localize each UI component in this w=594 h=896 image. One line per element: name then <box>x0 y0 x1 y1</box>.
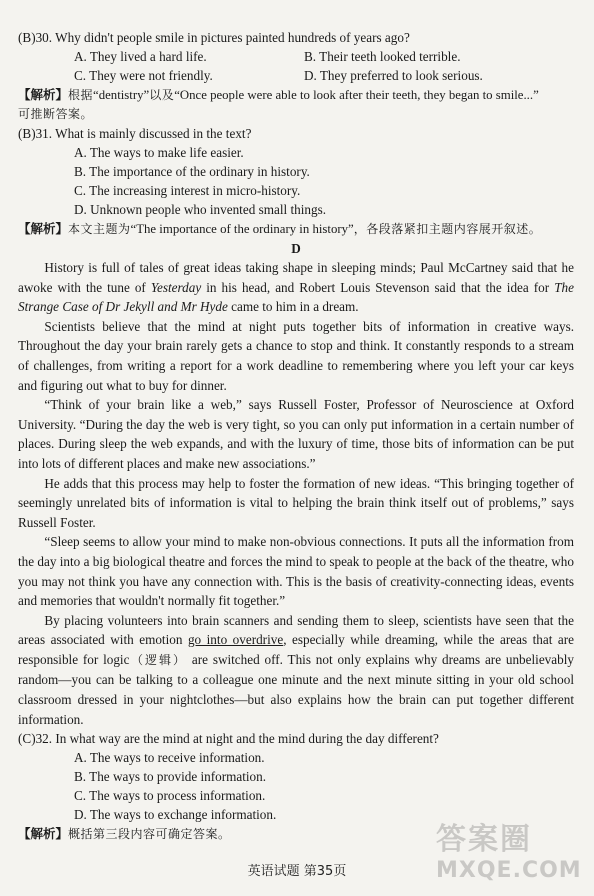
analysis-tag: 【解析】 <box>18 221 69 236</box>
underlined-phrase: go into overdrive <box>187 632 284 648</box>
option-32-d: D. The ways to exchange information. <box>74 807 277 823</box>
watermark-top: 答案圈 <box>436 822 532 857</box>
option-31-a: A. The ways to make life easier. <box>74 145 244 160</box>
option-30-b: B. Their teeth looked terrible. <box>304 49 461 64</box>
passage-paragraph-4: He adds that this process may help to foster the formation of new ideas. “This bringing together of seemingly unrelated bits of information is vital to helping the brain think itself out of problems,” says Russell Foster. <box>18 475 574 530</box>
option-31-b: B. The importance of the ordinary in history. <box>74 164 310 179</box>
option-32-c: C. The ways to process information. <box>74 788 266 804</box>
question-32-stem: (C)32. In what way are the mind at night and the mind during the day different? <box>18 731 439 747</box>
passage-paragraph-6: By placing volunteers into brain scanners and sending them to sleep, scientists have seen that the areas associated with emotion go into overdrive, especially while dreaming, while the areas that are responsible for logic（逻辑） are switched off. This not only explains why dreams are unbelievably random—you can be talking to a colleague one minute and the next minute sitting in your old school classroom dressed in your nightclothes—but also explains how the brain can put together different information. <box>18 612 574 727</box>
question-30-stem: (B)30. Why didn't people smile in pictures painted hundreds of years ago? <box>18 30 410 45</box>
analysis-32: 【解析】概括第三段内容可确定答案。 <box>18 826 231 842</box>
page-footer: 英语试题 第35页 <box>247 864 347 879</box>
exam-page <box>18 28 574 844</box>
analysis-30-line1: 【解析】根据“dentistry”以及“Once people were able to look after their teeth, they began to smile...” <box>18 87 539 102</box>
analysis-30-line2: 可推断答案。 <box>18 107 94 121</box>
analysis-tag: 【解析】 <box>18 826 69 842</box>
watermark-logo <box>436 822 586 892</box>
analysis-31: 【解析】本文主题为“The importance of the ordinary in history”，各段落紧扣主题内容展开叙述。 <box>18 221 542 236</box>
passage-paragraph-5: “Sleep seems to allow your mind to make non-obvious connections. It puts all the information from the day into a big biological theatre and forces the mind to speak to people at the back of the theatre, who you may not think you have any connection with. This is the basis of creativity-connecting ideas, events and memories that wouldn't normally fit together.” <box>18 534 574 609</box>
option-31-d: D. Unknown people who invented small things. <box>74 202 326 217</box>
passage-d <box>18 258 574 729</box>
option-32-b: B. The ways to provide information. <box>74 769 267 785</box>
question-30-options-row2 <box>18 66 574 85</box>
passage-paragraph-3: “Think of your brain like a web,” says Russell Foster, Professor of Neuroscience at Oxford University. “During the day the web is very tight, so you can only put information in a certain number of places. During sleep the web expands, and with the luxury of time, those bits of information can be put into lots of different places and make new associations.” <box>18 397 574 471</box>
section-title: D <box>291 241 301 256</box>
analysis-tag: 【解析】 <box>18 87 69 102</box>
option-30-a: A. They lived a hard life. <box>74 49 207 64</box>
option-30-d: D. They preferred to look serious. <box>304 68 483 83</box>
passage-paragraph-2: Scientists believe that the mind at night puts together bits of information in creative ways. Throughout the day your brain rarely gets a chance to stop and think. It constantly responds to a stream of challenges, from writing a report for a work deadline to remembering where you left your car keys and figuring out what to buy for dinner. <box>18 318 574 393</box>
watermark-bottom: MXQE.COM <box>436 858 582 883</box>
question-30-options-row1 <box>18 47 574 66</box>
option-30-c: C. They were not friendly. <box>74 68 213 83</box>
option-31-c: C. The increasing interest in micro-history. <box>74 183 301 198</box>
option-32-a: A. The ways to receive information. <box>74 750 265 766</box>
passage-paragraph-1: History is full of tales of great ideas taking shape in sleeping minds; Paul McCartney said that he awoke with the tune of Yesterday in his head, and Robert Louis Stevenson said that the idea for The Strange Case of Dr Jekyll and Mr Hyde came to him in a dream. <box>18 260 574 315</box>
question-31-stem: (B)31. What is mainly discussed in the text? <box>18 126 252 141</box>
